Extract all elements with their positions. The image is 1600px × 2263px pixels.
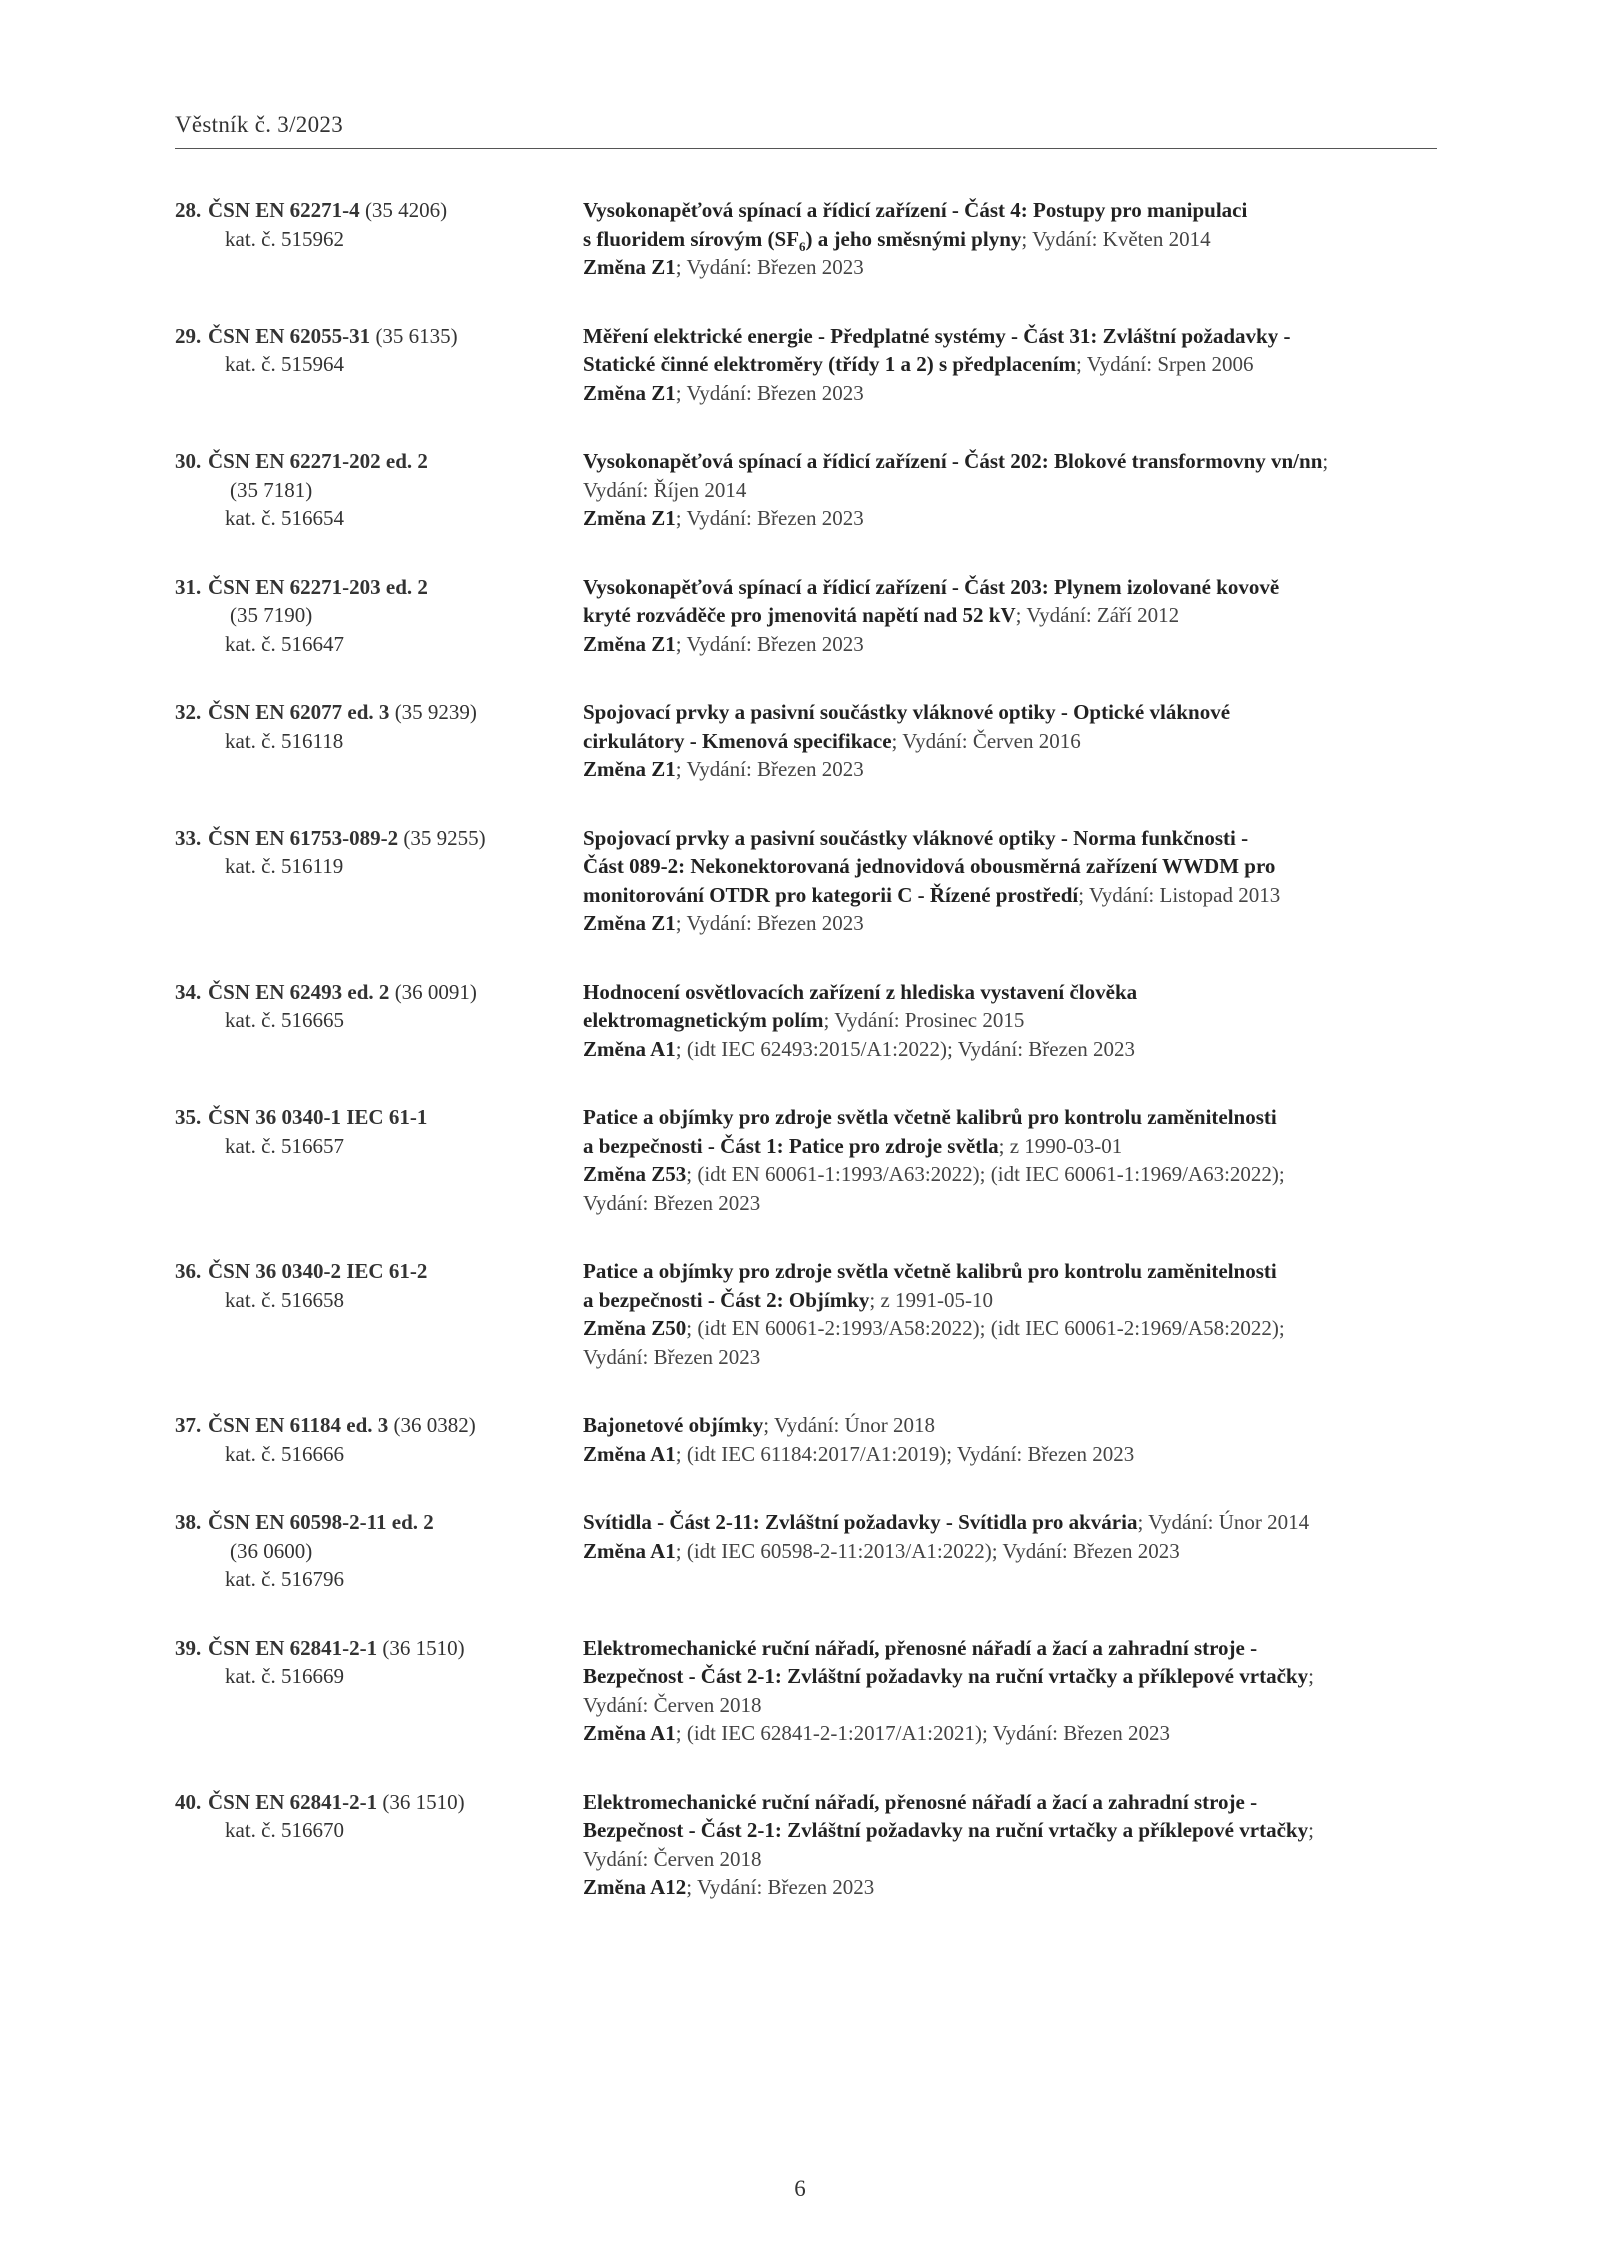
edition-info: ; — [1308, 1818, 1314, 1842]
standard-identifier — [175, 1508, 583, 1594]
edition-info: ; (idt EN 60061-2:1993/A58:2022); (idt IEC 60061-2:1969/A58:2022); — [686, 1316, 1285, 1340]
catalog-number: kat. č. 516658 — [225, 1287, 344, 1312]
edition-info: ; z 1990-03-01 — [998, 1133, 1123, 1158]
catalog-number: kat. č. 516796 — [225, 1567, 344, 1591]
title-text — [583, 226, 1022, 254]
standard-code: ČSN EN 60598-2-11 ed. 2 — [208, 1510, 434, 1534]
edition-info: ; Vydání: Březen 2023 — [675, 631, 864, 656]
description-line — [583, 1537, 1437, 1566]
edition-info: ; — [1308, 1664, 1314, 1688]
identifier-line — [175, 824, 583, 853]
catalog-number: kat. č. 516669 — [225, 1664, 344, 1688]
standard-description — [583, 447, 1437, 533]
edition-info: ; Vydání: Březen 2023 — [675, 380, 864, 405]
standard-code: ČSN EN 62077 ed. 3 — [208, 700, 390, 724]
title-text: Změna Z1 — [583, 911, 676, 935]
edition-info: ; (idt IEC 62493:2015/A1:2022); Vydání: Březen 2023 — [675, 1036, 1135, 1061]
description-line — [583, 630, 1437, 659]
title-text: Změna A1 — [583, 1036, 676, 1061]
title-text: Bezpečnost - Část 2-1: Zvláštní požadavky na ruční vrtačky a příklepové vrtačky — [583, 1818, 1309, 1842]
title-text: kryté rozváděče pro jmenovitá napětí nad 52 kV — [583, 603, 1016, 627]
description-line — [583, 447, 1437, 476]
description-line — [583, 1440, 1437, 1469]
title-text: Změna Z1 — [583, 631, 676, 656]
edition-info: ; Vydání: Listopad 2013 — [1078, 882, 1281, 907]
edition-info: Vydání: Březen 2023 — [583, 1344, 761, 1369]
description-line — [583, 225, 1437, 254]
description-line — [583, 881, 1437, 910]
description-line — [583, 350, 1437, 379]
identifier-line — [175, 322, 583, 351]
title-text: Svítidla - Část 2-11: Zvláštní požadavky - Svítidla pro akvária — [583, 1510, 1138, 1534]
standard-code: ČSN EN 62271-202 ed. 2 — [208, 449, 428, 473]
title-text: Vysokonapěťová spínací a řídicí zařízení - Část 202: Blokové transformovny vn/nn — [583, 449, 1323, 473]
identifier-line — [175, 978, 583, 1007]
standard-identifier — [175, 573, 583, 659]
class-number: (36 1510) — [382, 1789, 465, 1814]
standard-description — [583, 978, 1437, 1064]
class-number: (35 6135) — [375, 323, 458, 348]
standard-identifier — [175, 322, 583, 408]
standard-code: ČSN EN 61184 ed. 3 — [208, 1413, 389, 1437]
edition-info: ; Vydání: Březen 2023 — [675, 255, 864, 279]
description-line — [583, 755, 1437, 784]
title-text: Hodnocení osvětlovacích zařízení z hlediska vystavení člověka — [583, 979, 1138, 1004]
standard-identifier — [175, 978, 583, 1064]
standard-entry — [175, 573, 1437, 659]
catalog-number: kat. č. 516647 — [225, 631, 344, 656]
class-number: (35 4206) — [364, 198, 448, 222]
catalog-number: kat. č. 516666 — [225, 1441, 344, 1466]
standard-entry — [175, 196, 1437, 282]
title-text: Spojovací prvky a pasivní součástky vláknové optiky - Norma funkčnosti - — [583, 825, 1249, 850]
entry-number: 40. — [175, 1789, 202, 1814]
description-line — [583, 1691, 1437, 1720]
description-line — [583, 978, 1437, 1007]
standard-identifier — [175, 698, 583, 784]
edition-info: ; Vydání: Březen 2023 — [675, 757, 864, 781]
description-line — [583, 1634, 1437, 1663]
catalog-number: kat. č. 516657 — [225, 1133, 344, 1158]
title-text: Změna Z50 — [583, 1316, 687, 1340]
class-number: (36 1510) — [382, 1635, 465, 1660]
class-number: (35 9255) — [403, 825, 486, 850]
standard-description — [583, 824, 1437, 938]
catalog-number: kat. č. 516670 — [225, 1818, 344, 1842]
edition-info: ; Vydání: Červen 2016 — [891, 728, 1081, 753]
description-line — [583, 1160, 1437, 1189]
title-text: Změna Z1 — [583, 757, 676, 781]
catalog-number: kat. č. 516665 — [225, 1008, 344, 1032]
title-text: Změna A1 — [583, 1441, 676, 1466]
description-line — [583, 1006, 1437, 1035]
edition-info: ; (idt EN 60061-1:1993/A63:2022); (idt IEC 60061-1:1969/A63:2022); — [686, 1162, 1285, 1186]
standard-identifier — [175, 1788, 583, 1902]
standard-entry — [175, 1411, 1437, 1468]
description-line — [583, 1189, 1437, 1218]
entry-number: 29. — [175, 323, 202, 348]
standard-code: ČSN EN 62841-2-1 — [208, 1635, 378, 1660]
standard-entry — [175, 322, 1437, 408]
description-line — [583, 1845, 1437, 1874]
description-line — [583, 1662, 1437, 1691]
title-text: Vysokonapěťová spínací a řídicí zařízení - Část 203: Plynem izolované kovově — [583, 574, 1280, 599]
title-text: Statické činné elektroměry (třídy 1 a 2) s předplacením — [583, 352, 1077, 376]
class-number: (35 9239) — [394, 700, 477, 724]
description-line — [583, 476, 1437, 505]
class-number: (35 7181) — [230, 477, 313, 502]
edition-info: Vydání: Červen 2018 — [583, 1692, 762, 1717]
class-number: (35 7190) — [230, 603, 313, 627]
standard-code: ČSN 36 0340-2 IEC 61-2 — [208, 1259, 428, 1283]
title-text: Vysokonapěťová spínací a řídicí zařízení - Část 4: Postupy pro manipulaci — [583, 198, 1248, 222]
identifier-line — [175, 573, 583, 602]
entry-number: 36. — [175, 1259, 202, 1283]
class-number: (36 0600) — [230, 1538, 313, 1563]
description-line — [583, 1816, 1437, 1845]
standard-entry — [175, 978, 1437, 1064]
standard-description — [583, 1634, 1437, 1748]
entry-number: 37. — [175, 1413, 202, 1437]
standard-description — [583, 196, 1437, 282]
description-line — [583, 1286, 1437, 1315]
description-line — [583, 573, 1437, 602]
standard-identifier — [175, 824, 583, 938]
standard-identifier — [175, 1257, 583, 1371]
standard-entry — [175, 1257, 1437, 1371]
identifier-line — [175, 698, 583, 727]
title-text: Bezpečnost - Část 2-1: Zvláštní požadavky na ruční vrtačky a příklepové vrtačky — [583, 1664, 1309, 1688]
class-number: (36 0091) — [394, 979, 477, 1004]
edition-info: ; (idt IEC 62841-2-1:2017/A1:2021); Vydání: Březen 2023 — [675, 1721, 1170, 1745]
page-header — [175, 112, 1437, 149]
title-text: a bezpečnosti - Část 1: Patice pro zdroje světla — [583, 1133, 999, 1158]
standard-code: ČSN EN 61753-089-2 — [208, 825, 399, 850]
edition-info: ; Vydání: Květen 2014 — [1021, 226, 1211, 251]
standard-code: ČSN EN 62271-203 ed. 2 — [208, 574, 428, 599]
title-text: a bezpečnosti - Část 2: Objímky — [583, 1287, 870, 1312]
entry-number: 35. — [175, 1105, 202, 1129]
title-text: elektromagnetickým polím — [583, 1008, 824, 1032]
identifier-line — [175, 196, 583, 225]
title-text: cirkulátory - Kmenová specifikace — [583, 728, 892, 753]
edition-info: ; Vydání: Srpen 2006 — [1076, 352, 1254, 376]
entry-number: 32. — [175, 700, 202, 724]
entry-number: 31. — [175, 574, 202, 599]
title-text: Změna Z1 — [583, 255, 676, 279]
catalog-number: kat. č. 515962 — [225, 226, 344, 251]
standard-description — [583, 322, 1437, 408]
entry-number: 39. — [175, 1635, 202, 1660]
edition-info: ; Vydání: Březen 2023 — [675, 506, 864, 530]
description-line — [583, 322, 1437, 351]
edition-info: ; Vydání: Září 2012 — [1015, 603, 1180, 627]
description-line — [583, 379, 1437, 408]
entry-number: 38. — [175, 1510, 202, 1534]
journal-title: Věstník č. 3/2023 — [175, 112, 343, 137]
standard-identifier — [175, 1103, 583, 1217]
standard-identifier — [175, 1634, 583, 1748]
description-line — [583, 253, 1437, 282]
title-text: monitorování OTDR pro kategorii C - Řízené prostředí — [583, 882, 1079, 907]
standard-code: ČSN EN 62841-2-1 — [208, 1789, 378, 1814]
standard-description — [583, 573, 1437, 659]
identifier-line — [175, 1634, 583, 1663]
description-line — [583, 1257, 1437, 1286]
description-line — [583, 1132, 1437, 1161]
identifier-line — [175, 1411, 583, 1440]
identifier-line — [175, 1103, 583, 1132]
title-text: Změna Z53 — [583, 1162, 687, 1186]
edition-info: ; (idt IEC 60598-2-11:2013/A1:2022); Vydání: Březen 2023 — [675, 1538, 1180, 1563]
edition-info: ; z 1991-05-10 — [869, 1287, 994, 1312]
title-text-part: s fluoridem sírovým (SF — [583, 226, 800, 251]
edition-info: Vydání: Březen 2023 — [583, 1190, 761, 1215]
title-text: Změna Z1 — [583, 380, 676, 405]
catalog-number: kat. č. 516118 — [225, 728, 344, 753]
title-text: Patice a objímky pro zdroje světla včetně kalibrů pro kontrolu zaměnitelnosti — [583, 1259, 1277, 1283]
entry-number: 28. — [175, 198, 202, 222]
title-text-part: ) a jeho směsnými plyny — [805, 226, 1022, 251]
title-text: Bajonetové objímky — [583, 1413, 764, 1437]
title-text: Spojovací prvky a pasivní součástky vláknové optiky - Optické vláknové — [583, 700, 1231, 724]
edition-info: ; Vydání: Únor 2018 — [763, 1413, 935, 1437]
standard-entry — [175, 1788, 1437, 1902]
standard-description — [583, 1411, 1437, 1468]
title-text: Elektromechanické ruční nářadí, přenosné nářadí a žací a zahradní stroje - — [583, 1789, 1258, 1814]
description-line — [583, 1873, 1437, 1902]
catalog-number: kat. č. 516654 — [225, 506, 344, 530]
standard-code: ČSN EN 62493 ed. 2 — [208, 979, 390, 1004]
standard-description — [583, 1103, 1437, 1217]
description-line — [583, 1035, 1437, 1064]
description-line — [583, 1719, 1437, 1748]
description-line — [583, 1508, 1437, 1537]
description-line — [583, 1343, 1437, 1372]
standard-code: ČSN EN 62055-31 — [208, 323, 371, 348]
description-line — [583, 1314, 1437, 1343]
standard-code: ČSN 36 0340-1 IEC 61-1 — [208, 1105, 428, 1129]
identifier-line — [175, 1508, 583, 1537]
title-text: Elektromechanické ruční nářadí, přenosné nářadí a žací a zahradní stroje - — [583, 1635, 1258, 1660]
standard-entry — [175, 1103, 1437, 1217]
entry-number: 30. — [175, 449, 202, 473]
standard-description — [583, 698, 1437, 784]
title-text: Změna Z1 — [583, 506, 676, 530]
edition-info: ; Vydání: Prosinec 2015 — [823, 1008, 1025, 1032]
identifier-line — [175, 1257, 583, 1286]
entry-number: 33. — [175, 825, 202, 850]
description-line — [583, 1103, 1437, 1132]
edition-info: Vydání: Červen 2018 — [583, 1846, 762, 1871]
page-number: 6 — [794, 2176, 806, 2201]
description-line — [583, 1411, 1437, 1440]
description-line — [583, 698, 1437, 727]
edition-info: Vydání: Říjen 2014 — [583, 477, 747, 502]
standard-entry — [175, 698, 1437, 784]
standard-entry — [175, 1634, 1437, 1748]
title-text: Část 089-2: Nekonektorovaná jednovidová obousměrná zařízení WWDM pro — [583, 854, 1276, 878]
title-text: Patice a objímky pro zdroje světla včetně kalibrů pro kontrolu zaměnitelnosti — [583, 1105, 1277, 1129]
description-line — [583, 727, 1437, 756]
standards-list — [175, 196, 1437, 1942]
edition-info: ; (idt IEC 61184:2017/A1:2019); Vydání: Březen 2023 — [675, 1441, 1135, 1466]
title-text: Měření elektrické energie - Předplatné systémy - Část 31: Zvláštní požadavky - — [583, 323, 1291, 348]
identifier-line — [175, 447, 583, 476]
standard-description — [583, 1508, 1437, 1594]
description-line — [583, 601, 1437, 630]
description-line — [583, 504, 1437, 533]
identifier-line — [175, 1788, 583, 1817]
catalog-number: kat. č. 515964 — [225, 352, 344, 376]
edition-info: ; Vydání: Únor 2014 — [1137, 1510, 1310, 1534]
standard-identifier — [175, 1411, 583, 1468]
standard-description — [583, 1788, 1437, 1902]
edition-info: ; — [1322, 449, 1329, 473]
description-line — [583, 824, 1437, 853]
description-line — [583, 909, 1437, 938]
title-text: Změna A1 — [583, 1721, 676, 1745]
entry-number: 34. — [175, 979, 202, 1004]
edition-info: ; Vydání: Březen 2023 — [686, 1875, 875, 1899]
standard-identifier — [175, 447, 583, 533]
description-line — [583, 196, 1437, 225]
title-text: Změna A1 — [583, 1538, 676, 1563]
standard-identifier — [175, 196, 583, 282]
description-line — [583, 1788, 1437, 1817]
description-line — [583, 852, 1437, 881]
standard-code: ČSN EN 62271-4 — [208, 198, 360, 222]
standard-entry — [175, 1508, 1437, 1594]
standard-entry — [175, 824, 1437, 938]
standard-description — [583, 1257, 1437, 1371]
catalog-number: kat. č. 516119 — [225, 854, 344, 878]
class-number: (36 0382) — [393, 1413, 476, 1437]
title-text: Změna A12 — [583, 1875, 687, 1899]
edition-info: ; Vydání: Březen 2023 — [675, 911, 864, 935]
subscript: 6 — [799, 238, 806, 254]
standard-entry — [175, 447, 1437, 533]
